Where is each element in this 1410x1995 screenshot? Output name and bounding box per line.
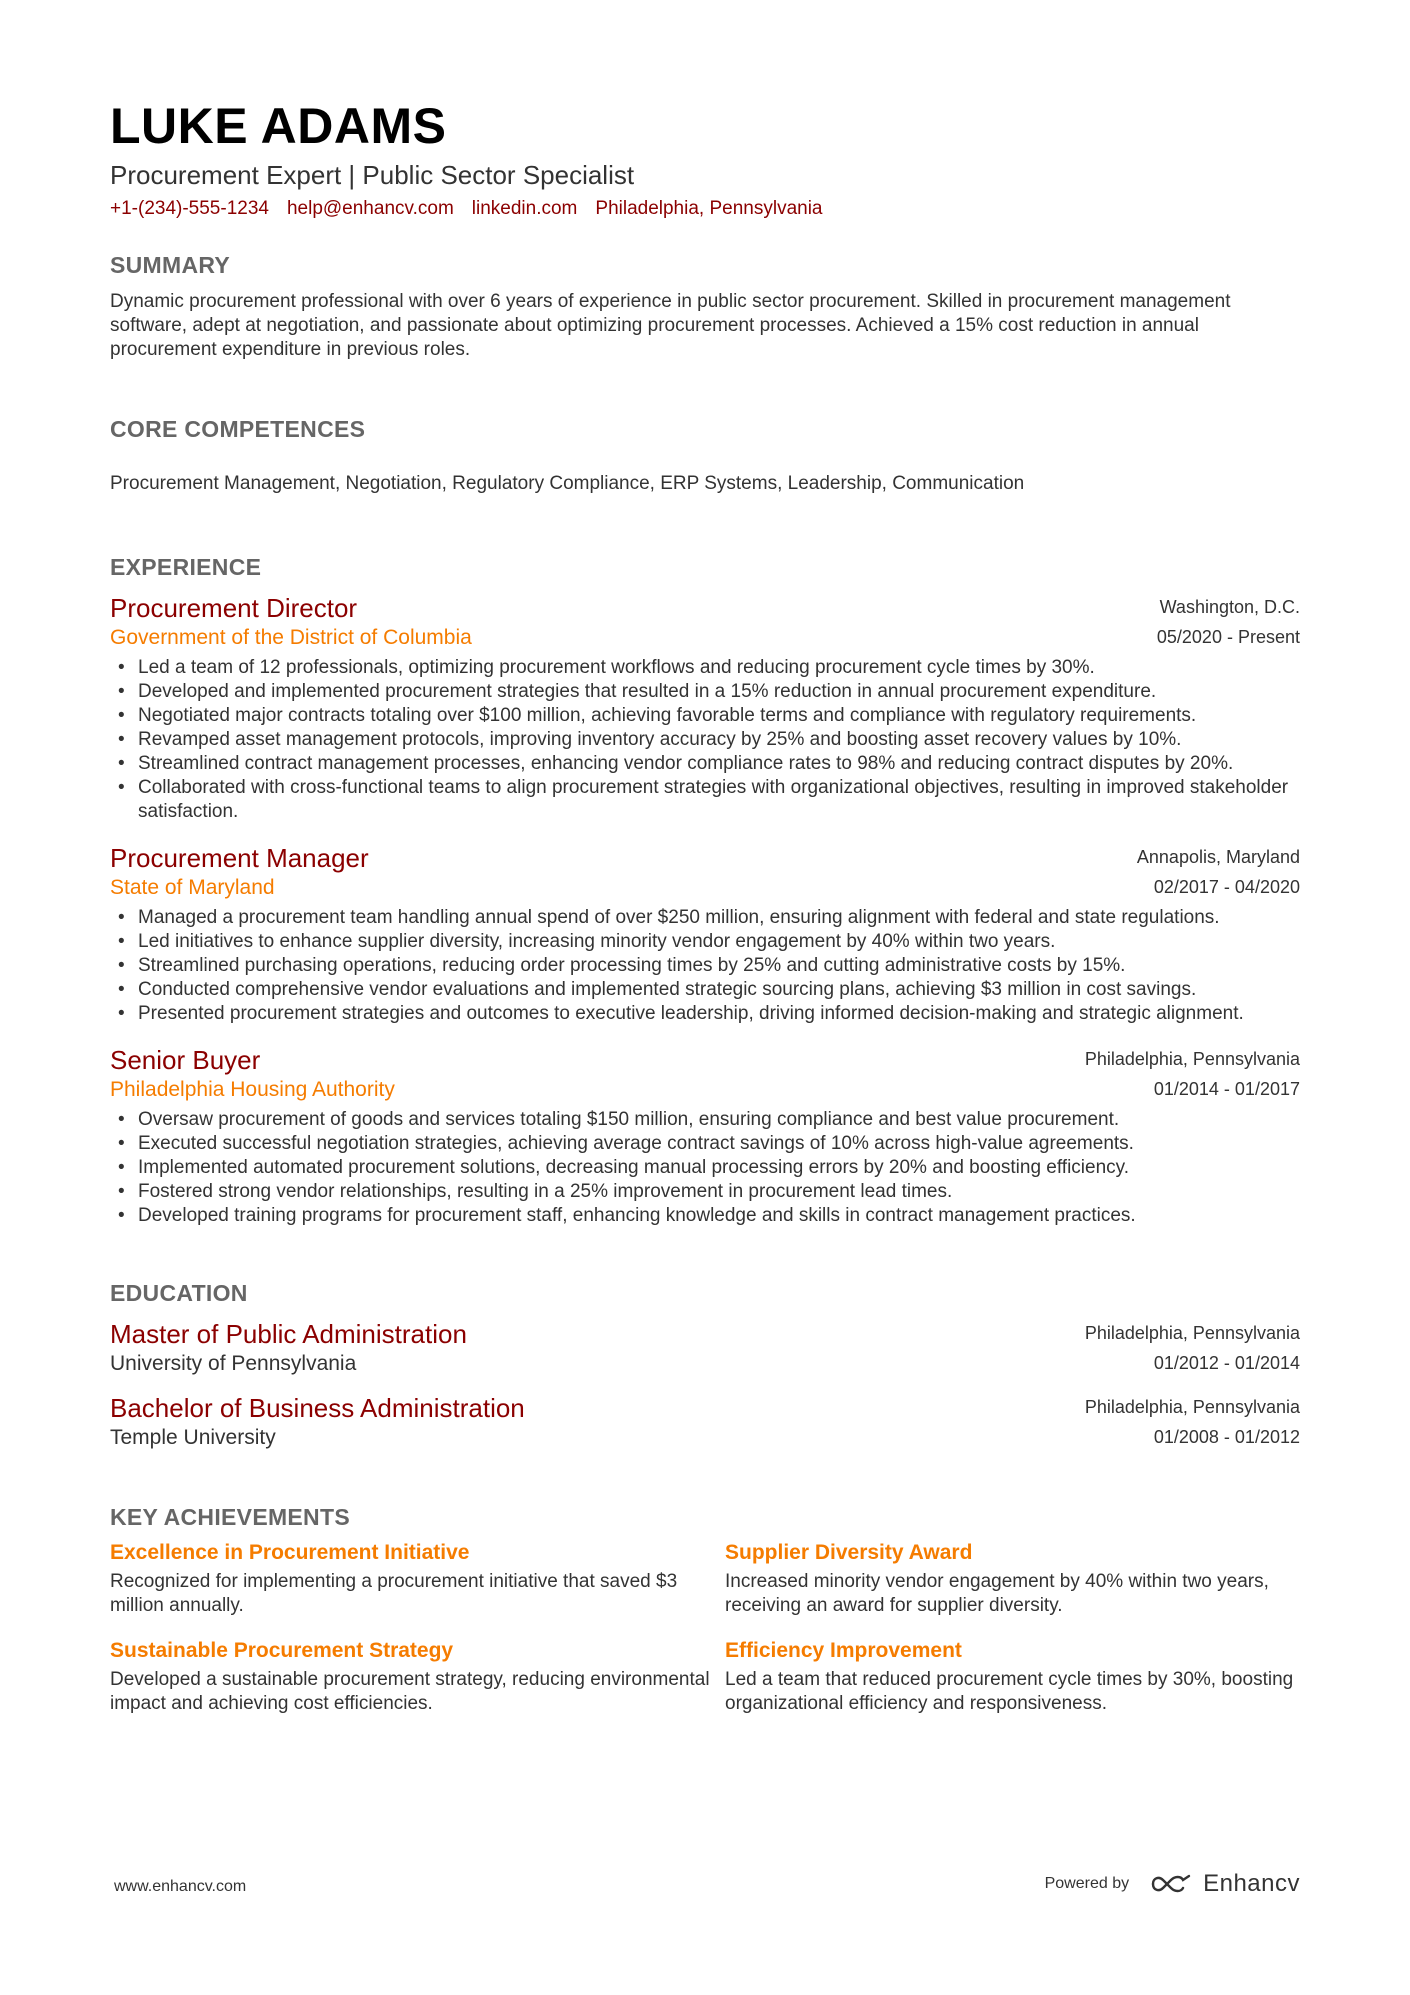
job-entry [110, 592, 1300, 824]
achievements-section [110, 1502, 1300, 1716]
resume-header [110, 96, 1300, 222]
achievement-title: Sustainable Procurement Strategy [110, 1639, 454, 1662]
achievement-item [725, 1538, 1300, 1618]
job-entry [110, 1044, 1300, 1228]
competences-list: Procurement Management, Negotiation, Regulatory Compliance, ERP Systems, Leadership, Communication [110, 473, 1025, 494]
achievement-title: Excellence in Procurement Initiative [110, 1541, 470, 1564]
job-role: Senior Buyer [110, 1045, 261, 1075]
job-meta [1157, 592, 1300, 652]
powered-by-label: Powered by [1044, 1875, 1130, 1892]
achievement-title: Efficiency Improvement [725, 1639, 962, 1662]
education-dates: 01/2008 - 01/2012 [1153, 1427, 1300, 1447]
education-meta [1085, 1318, 1300, 1378]
education-school: University of Pennsylvania [110, 1352, 357, 1375]
footer-url[interactable]: www.enhancv.com [114, 1878, 247, 1895]
job-header [110, 592, 1300, 652]
education-dates: 01/2012 - 01/2014 [1153, 1353, 1300, 1373]
job-organization: State of Maryland [110, 876, 275, 899]
job-bullet: • Streamlined contract management processes, enhancing vendor compliance rates to 98% and reducing contract disputes by 20%. [110, 752, 1300, 776]
job-bullets [110, 656, 1300, 824]
job-bullet: • Led initiatives to enhance supplier diversity, increasing minority vendor engagement by 40% within two years. [110, 930, 1300, 954]
competences-heading: CORE COMPETENCES [110, 416, 366, 442]
education-entry [110, 1318, 1300, 1378]
summary-text: Dynamic procurement professional with over 6 years of experience in public sector procurement. Skilled in procurement management software, adept at negotiation, and passionate about optimizing procurement processes. Achieved a 15% cost reduction in annual procurement expenditure in previous roles. [110, 291, 1231, 360]
candidate-name: LUKE ADAMS [110, 98, 447, 154]
achievement-description: Developed a sustainable procurement strategy, reducing environmental impact and achieving cost efficiencies. [110, 1669, 710, 1714]
education-meta [1085, 1392, 1300, 1452]
job-role: Procurement Manager [110, 843, 369, 873]
contact-linkedin[interactable]: linkedin.com [471, 198, 578, 219]
contact-phone[interactable]: +1-(234)-555-1234 [110, 198, 269, 219]
job-dates: 05/2020 - Present [1156, 627, 1300, 647]
enhancv-brand[interactable] [1149, 1870, 1300, 1898]
job-meta [1137, 842, 1300, 902]
contact-email[interactable]: help@enhancv.com [286, 198, 454, 219]
achievement-item [110, 1636, 725, 1716]
achievement-item [110, 1538, 725, 1618]
job-location: Philadelphia, Pennsylvania [1084, 1049, 1300, 1069]
education-heading: EDUCATION [110, 1280, 248, 1306]
job-bullet: • Conducted comprehensive vendor evaluations and implemented strategic sourcing plans, achieving $3 million in cost savings. [110, 978, 1300, 1002]
achievement-title: Supplier Diversity Award [725, 1541, 973, 1564]
job-header [110, 842, 1300, 902]
experience-heading: EXPERIENCE [110, 554, 262, 580]
job-bullets [110, 906, 1300, 1026]
education-degree: Master of Public Administration [110, 1319, 467, 1349]
job-bullet: • Streamlined purchasing operations, reducing order processing times by 25% and cutting administrative costs by 15%. [110, 954, 1300, 978]
achievements-grid [110, 1538, 1300, 1716]
job-role: Procurement Director [110, 593, 358, 623]
job-bullet: • Negotiated major contracts totaling over $100 million, achieving favorable terms and compliance with regulatory requirements. [110, 704, 1300, 728]
job-location: Annapolis, Maryland [1136, 847, 1300, 867]
education-location: Philadelphia, Pennsylvania [1084, 1323, 1300, 1343]
job-bullet: • Implemented automated procurement solutions, decreasing manual processing errors by 20% and boosting efficiency. [110, 1156, 1300, 1180]
job-bullet: • Collaborated with cross-functional teams to align procurement strategies with organizational objectives, resulting in improved stakeholder satisfaction. [110, 776, 1300, 824]
job-bullet: • Developed and implemented procurement strategies that resulted in a 15% reduction in annual procurement expenditure. [110, 680, 1300, 704]
job-bullet: • Developed training programs for procurement staff, enhancing knowledge and skills in contract management practices. [110, 1204, 1300, 1228]
competences-section [110, 414, 1300, 496]
job-bullet: • Oversaw procurement of goods and services totaling $150 million, ensuring compliance and best value procurement. [110, 1108, 1300, 1132]
job-bullet: • Fostered strong vendor relationships, resulting in a 25% improvement in procurement lead times. [110, 1180, 1300, 1204]
job-bullet: • Led a team of 12 professionals, optimizing procurement workflows and reducing procurement cycle times by 30%. [110, 656, 1300, 680]
job-organization: Government of the District of Columbia [110, 626, 472, 649]
education-entry [110, 1392, 1300, 1452]
job-bullet: • Managed a procurement team handling annual spend of over $250 million, ensuring alignment with federal and state regulations. [110, 906, 1300, 930]
contact-info [110, 196, 1300, 222]
job-bullet: • Revamped asset management protocols, improving inventory accuracy by 25% and boosting asset recovery values by 10%. [110, 728, 1300, 752]
achievement-description: Recognized for implementing a procurement initiative that saved $3 million annually. [110, 1571, 678, 1616]
education-location: Philadelphia, Pennsylvania [1084, 1397, 1300, 1417]
powered-by [1045, 1870, 1300, 1898]
enhancv-logo-icon [1149, 1872, 1193, 1896]
achievement-description: Increased minority vendor engagement by 40% within two years, receiving an award for supplier diversity. [725, 1571, 1269, 1616]
education-school: Temple University [110, 1426, 276, 1449]
contact-location: Philadelphia, Pennsylvania [595, 198, 823, 219]
experience-section [110, 552, 1300, 1228]
education-degree: Bachelor of Business Administration [110, 1393, 525, 1423]
job-meta [1085, 1044, 1300, 1104]
job-organization: Philadelphia Housing Authority [110, 1078, 395, 1101]
achievement-description: Led a team that reduced procurement cycle times by 30%, boosting organizational efficiency and responsiveness. [725, 1669, 1294, 1714]
achievements-heading: KEY ACHIEVEMENTS [110, 1504, 350, 1530]
summary-section [110, 250, 1300, 362]
education-section [110, 1278, 1300, 1452]
brand-name: Enhancv [1203, 1870, 1300, 1897]
job-dates: 02/2017 - 04/2020 [1153, 877, 1300, 897]
job-entry [110, 842, 1300, 1026]
job-bullets [110, 1108, 1300, 1228]
page-footer [110, 1866, 1300, 1906]
job-location: Washington, D.C. [1159, 597, 1300, 617]
job-bullet: • Executed successful negotiation strategies, achieving average contract savings of 10% across high-value agreements. [110, 1132, 1300, 1156]
job-header [110, 1044, 1300, 1104]
achievement-item [725, 1636, 1300, 1716]
job-dates: 01/2014 - 01/2017 [1153, 1079, 1300, 1099]
summary-heading: SUMMARY [110, 252, 231, 278]
job-bullet: • Presented procurement strategies and outcomes to executive leadership, driving informed decision-making and strategic alignment. [110, 1002, 1300, 1026]
candidate-title: Procurement Expert | Public Sector Specialist [110, 160, 635, 190]
